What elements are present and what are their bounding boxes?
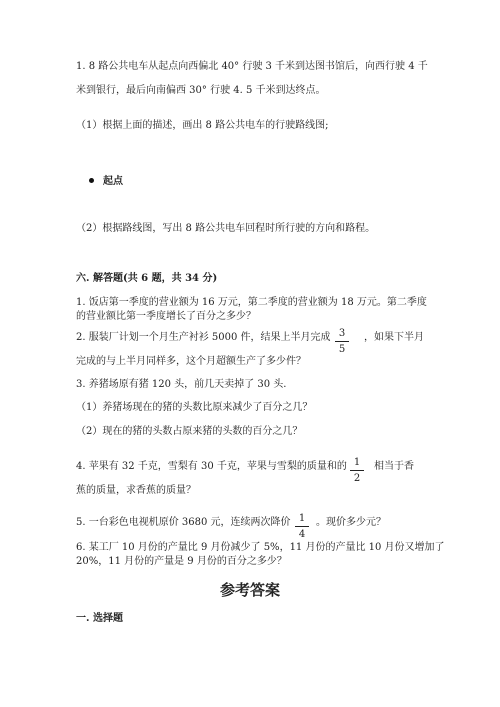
start-label: 起点 [103,176,123,187]
q6-1-line1: 1. 饭店第一季度的营业额为 16 万元，第二季度的营业额为 18 万元。第二季度 [76,297,427,308]
fraction-denominator: 4 [298,529,306,540]
fraction-denominator: 2 [353,473,361,484]
q6-2-line1: 2. 服装厂计划一个月生产衬衫 5000 件，结果上半月完成 [76,332,331,343]
start-point-marker [89,178,94,183]
fraction-numerator: 1 [295,513,309,527]
fraction-denominator: 5 [338,344,346,355]
q6-2-line2: 完成的与上半月同样多，这个月超额生产了多少件？ [76,356,306,367]
q6-3-line1: 3. 养猪场原有猪 120 头，前几天卖掉了 30 头. [76,379,287,390]
q1-part1: （1）根据上面的描述，画出 8 路公共电车的行驶路线图; [76,120,329,131]
fraction-1-4 [295,513,309,540]
fraction-3-5 [335,328,349,355]
fraction-1-2 [350,457,364,484]
q6-4-line2: 蕉的质量，求香蕉的质量？ [76,485,196,496]
q6-5-line1-tail: 。现价多少元？ [316,517,386,528]
answers-section1: 一. 选择题 [76,613,123,624]
q1-line2: 米到银行，最后向南偏西 30° 行驶 4. 5 千米到达终点。 [76,85,326,96]
fraction-numerator: 1 [350,457,364,471]
fraction-numerator: 3 [335,328,349,342]
q6-1-line2: 的营业额比第一季度增长了百分之多少？ [76,311,256,322]
q6-3-part2: （2）现在的猪的头数占原来猪的头数的百分之几？ [76,426,303,437]
q6-2-line1-tail: ，如果下半月 [364,332,424,343]
q6-5-line1: 5. 一台彩色电视机原价 3680 元，连续两次降价 [76,517,291,528]
q6-4-line1-tail: 相当于香 [374,461,414,472]
q6-6-line1: 6. 某工厂 10 月份的产量比 9 月份减少了 5%，11 月份的产量比 10 月份又增加了 [76,542,445,553]
section6-heading: 六. 解答题(共 6 题，共 34 分) [76,273,218,284]
answers-title: 参考答案 [219,581,280,599]
q6-6-line2: 20%，11 月份的产量是 9 月份的百分之多少？ [76,556,287,567]
q6-3-part1: （1）养猪场现在的猪的头数比原来减少了百分之几？ [76,402,313,413]
q1-part2: （2）根据路线图，写出 8 路公共电车回程时所行驶的方向和路程。 [76,223,376,234]
q6-4-line1: 4. 苹果有 32 千克，雪梨有 30 千克，苹果与雪梨的质量和的 [76,461,347,472]
q1-line1: 1. 8 路公共电车从起点向西偏北 40° 行驶 3 千米到达图书馆后，向西行驶 4 千 [76,61,428,72]
